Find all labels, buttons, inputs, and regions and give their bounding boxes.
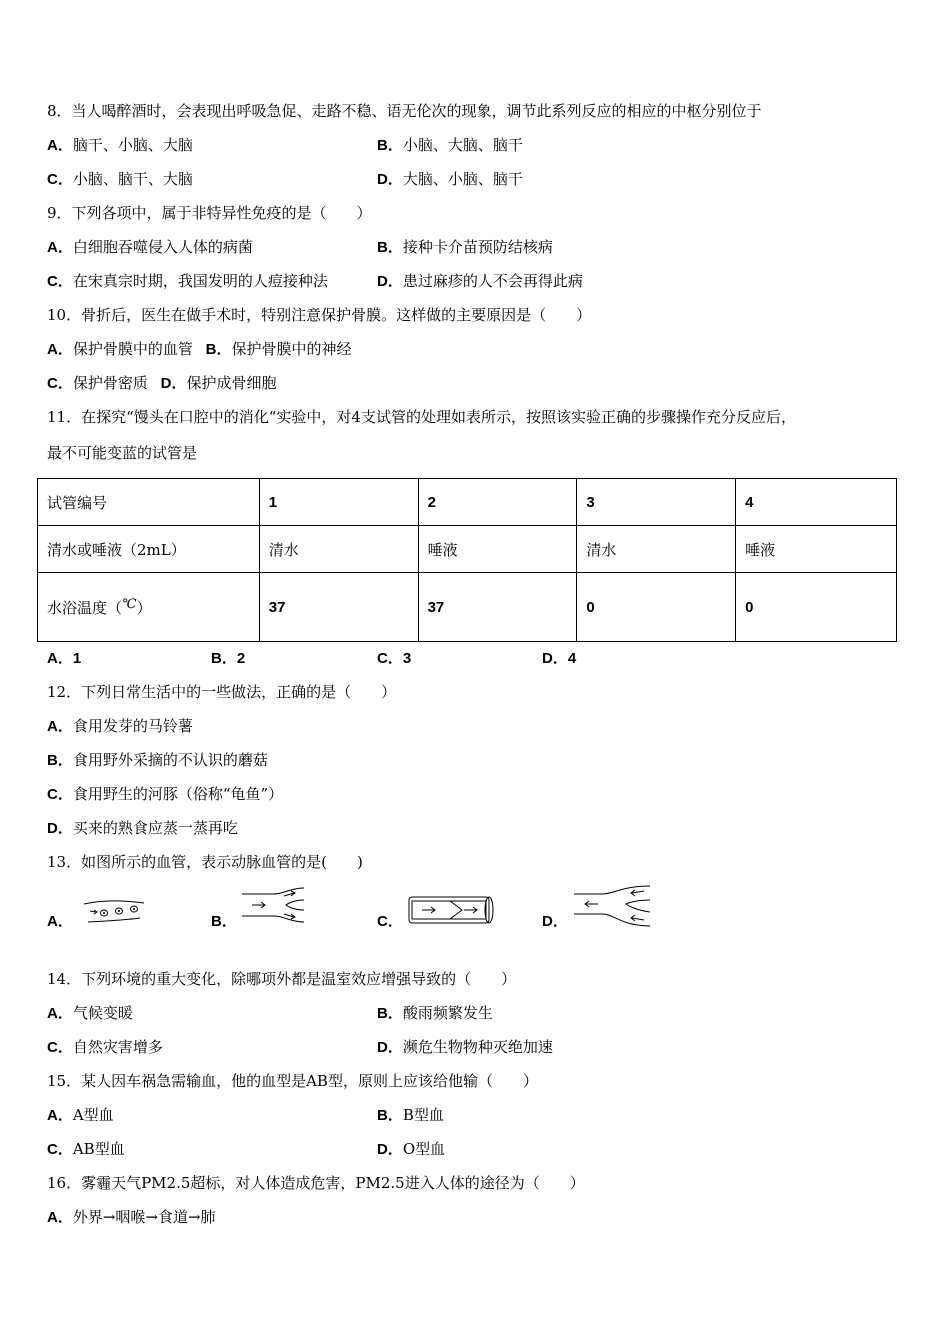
q14-option-d — [377, 1037, 553, 1058]
q13-option-c-label: C． — [377, 913, 403, 930]
option-text: 2 — [236, 650, 246, 667]
q8-option-a — [47, 135, 193, 156]
q14-stem: 14．下列环境的重大变化，除哪项外都是温室效应增强导致的（ ） — [47, 970, 517, 988]
option-text: 保护骨膜中的神经 — [231, 340, 352, 358]
option-text: 4 — [567, 650, 577, 667]
q10-options-ab — [47, 339, 352, 360]
q9-option-a — [47, 237, 253, 258]
table-cell: 唾液 — [418, 526, 577, 573]
option-label: B． — [205, 341, 232, 358]
option-label: B． — [377, 1005, 403, 1022]
table-cell: 3 — [577, 479, 736, 526]
q12-option-d — [47, 818, 238, 839]
table-cell: 0 — [577, 573, 736, 642]
option-label: A． — [47, 239, 73, 256]
q8-stem: 8．当人喝醉酒时，会表现出呼吸急促、走路不稳、语无伦次的现象，调节此系列反应的相应的中枢分别位于 — [47, 102, 762, 120]
table-cell — [38, 573, 260, 642]
table-row — [38, 526, 897, 573]
q13-stem: 13．如图所示的血管，表示动脉血管的是( ) — [47, 853, 363, 871]
q11-stem-line2: 最不可能变蓝的试管是 — [47, 444, 198, 462]
option-label: D． — [160, 375, 187, 392]
option-label: A． — [47, 137, 73, 154]
q11-stem-line1: 11．在探究“馒头在口腔中的消化“实验中，对4支试管的处理如表所示，按照该实验正确的步骤操作充分反应后， — [47, 408, 796, 426]
option-text: 小脑、脑干、大脑 — [72, 170, 193, 188]
table-cell: 清水或唾液（2mL） — [38, 526, 260, 573]
q11-option-d — [542, 648, 576, 669]
q11-option-b — [211, 648, 245, 669]
celsius-unit: ℃ — [122, 596, 137, 612]
table-row — [38, 573, 897, 642]
q15-option-a — [47, 1105, 114, 1126]
q13-option-b-label: B． — [211, 913, 237, 930]
option-label: D． — [47, 820, 73, 837]
table-cell: 清水 — [259, 526, 418, 573]
option-text: 食用发芽的马铃薯 — [72, 717, 193, 735]
temp-close: ） — [136, 598, 152, 617]
branching-vessel-diagram — [240, 886, 308, 926]
option-label: C． — [47, 375, 73, 392]
q15-stem: 15．某人因车祸急需输血，他的血型是AB型，原则上应该给他输（ ） — [47, 1072, 538, 1090]
option-label: C． — [377, 650, 403, 667]
table-cell: 清水 — [577, 526, 736, 573]
option-label: A． — [47, 1209, 73, 1226]
option-text: 保护骨密质 — [72, 374, 148, 392]
option-label: B． — [211, 650, 237, 667]
table-cell: 2 — [418, 479, 577, 526]
option-label: C． — [47, 171, 73, 188]
q8-option-c — [47, 169, 193, 190]
option-text: O型血 — [402, 1140, 446, 1158]
q12-option-a — [47, 716, 193, 737]
table-cell: 37 — [418, 573, 577, 642]
option-text: 买来的熟食应蒸一蒸再吃 — [72, 819, 238, 837]
valved-vein-diagram — [406, 894, 496, 928]
option-text: 气候变暖 — [72, 1004, 133, 1022]
option-text: 保护骨膜中的血管 — [72, 340, 193, 358]
option-label: D． — [377, 1039, 403, 1056]
q10-options-cd — [47, 373, 277, 394]
table-cell: 0 — [736, 573, 897, 642]
option-text: 患过麻疹的人不会再得此病 — [402, 272, 583, 290]
table-cell: 37 — [259, 573, 418, 642]
option-label: D． — [377, 273, 403, 290]
q10-stem: 10．骨折后，医生在做手术时，特别注意保护骨膜。这样做的主要原因是（ ） — [47, 306, 592, 324]
q8-option-d — [377, 169, 523, 190]
q9-option-c — [47, 271, 328, 292]
option-label: A． — [47, 650, 73, 667]
q9-option-d — [377, 271, 583, 292]
q16-stem: 16．雾霾天气PM2.5超标，对人体造成危害，PM2.5进入人体的途径为（ ） — [47, 1174, 585, 1192]
q14-option-c — [47, 1037, 163, 1058]
option-label: A． — [47, 718, 73, 735]
option-label: C． — [47, 1039, 73, 1056]
option-label: B． — [377, 137, 403, 154]
option-text: 濒危生物物种灭绝加速 — [402, 1038, 553, 1056]
option-label: C． — [47, 273, 73, 290]
q14-option-a — [47, 1003, 133, 1024]
option-text: 大脑、小脑、脑干 — [402, 170, 523, 188]
option-label: D． — [377, 1141, 403, 1158]
option-text: 保护成骨细胞 — [186, 374, 277, 392]
option-text: 脑干、小脑、大脑 — [72, 136, 193, 154]
q16-option-a — [47, 1207, 216, 1228]
q12-stem: 12．下列日常生活中的一些做法，正确的是（ ） — [47, 683, 397, 701]
temp-label: 水浴温度（ — [47, 598, 123, 617]
option-text: 外界→咽喉→食道→肺 — [72, 1208, 216, 1226]
option-label: D． — [542, 650, 568, 667]
option-text: 食用野生的河豚（俗称“龟鱼”） — [72, 785, 284, 803]
option-text: A型血 — [72, 1106, 114, 1124]
option-text: 在宋真宗时期，我国发明的人痘接种法 — [72, 272, 328, 290]
q14-option-b — [377, 1003, 493, 1024]
option-text: 白细胞吞噬侵入人体的病菌 — [72, 238, 253, 256]
q15-option-b — [377, 1105, 444, 1126]
table-cell: 4 — [736, 479, 897, 526]
table-cell: 唾液 — [736, 526, 897, 573]
q15-option-d — [377, 1139, 445, 1160]
q11-option-c — [377, 648, 411, 669]
option-label: A． — [47, 341, 73, 358]
table-cell: 试管编号 — [38, 479, 260, 526]
option-text: B型血 — [402, 1106, 444, 1124]
option-label: A． — [47, 1107, 73, 1124]
q15-option-c — [47, 1139, 125, 1160]
option-text: AB型血 — [72, 1140, 125, 1158]
option-text: 食用野外采摘的不认识的蘑菇 — [72, 751, 268, 769]
option-label: B． — [377, 1107, 403, 1124]
capillary-diagram — [82, 896, 152, 926]
q12-option-b — [47, 750, 268, 771]
option-text: 1 — [72, 650, 82, 667]
option-text: 接种卡介苗预防结核病 — [402, 238, 553, 256]
option-label: B． — [377, 239, 403, 256]
q12-option-c — [47, 784, 283, 805]
q11-experiment-table — [37, 478, 897, 642]
table-cell: 1 — [259, 479, 418, 526]
option-text: 自然灾害增多 — [72, 1038, 163, 1056]
q8-option-b — [377, 135, 523, 156]
q9-stem: 9．下列各项中，属于非特异性免疫的是（ ） — [47, 204, 372, 222]
option-text: 小脑、大脑、脑干 — [402, 136, 523, 154]
option-label: A． — [47, 1005, 73, 1022]
table-row — [38, 479, 897, 526]
q13-option-a-label: A． — [47, 913, 73, 930]
q11-option-a — [47, 648, 81, 669]
q13-option-d-label: D． — [542, 913, 568, 930]
option-label: C． — [47, 1141, 73, 1158]
option-label: C． — [47, 786, 73, 803]
option-text: 3 — [402, 650, 412, 667]
option-label: B． — [47, 752, 73, 769]
option-text: 酸雨频繁发生 — [402, 1004, 493, 1022]
q9-option-b — [377, 237, 553, 258]
converging-vessel-diagram — [572, 882, 654, 930]
option-label: D． — [377, 171, 403, 188]
